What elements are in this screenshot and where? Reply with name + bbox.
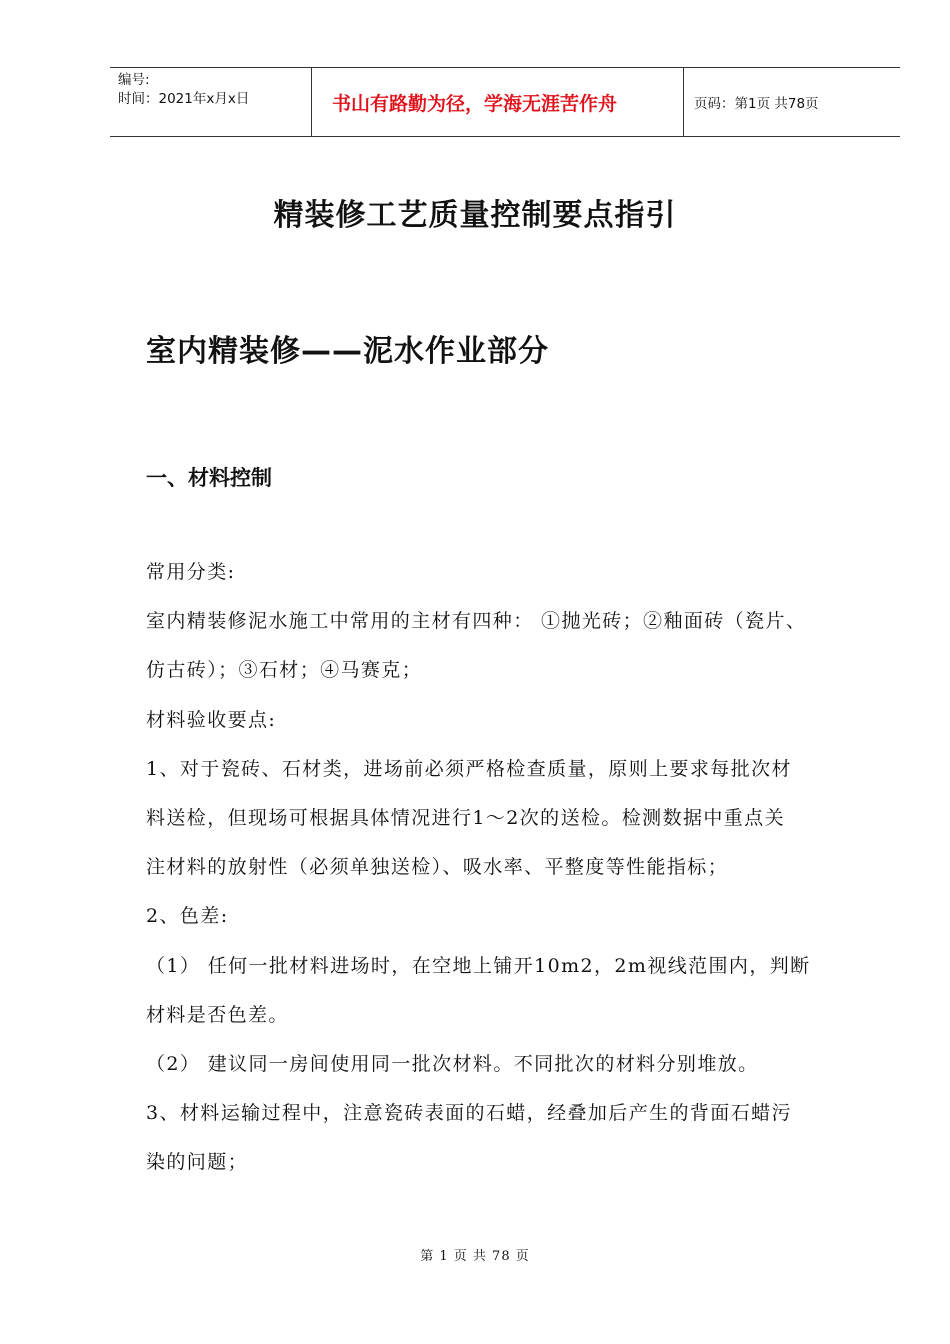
header-page-info: 页码：第1页 共78页 — [694, 96, 819, 112]
header-motto: 书山有路勤为径，学海无涯苦作舟 — [332, 92, 618, 115]
page-header — [110, 67, 900, 137]
sub-heading: 一、材料控制 — [146, 466, 272, 490]
body-line: 室内精装修泥水施工中常用的主材有四种： ①抛光砖；②釉面砖（瓷片、 — [146, 610, 807, 633]
body-line: 材料是否色差。 — [146, 1003, 289, 1026]
body-line: （2） 建议同一房间使用同一批次材料。不同批次的材料分别堆放。 — [146, 1052, 759, 1075]
body-line: 3、材料运输过程中，注意瓷砖表面的石蜡，经叠加后产生的背面石蜡污 — [146, 1102, 792, 1125]
body-line: 注材料的放射性（必须单独送检）、吸水率、平整度等性能指标； — [146, 856, 729, 879]
header-page-cell — [684, 68, 900, 136]
body-line: （1） 任何一批材料进场时，在空地上铺开10m2，2m视线范围内，判断 — [146, 954, 811, 977]
page-footer: 第 1 页 共 78 页 — [420, 1249, 530, 1264]
header-number-label: 编号: — [118, 72, 150, 88]
body-line: 1、对于瓷砖、石材类，进场前必须严格检查质量，原则上要求每批次材 — [146, 757, 792, 780]
body-line: 材料验收要点: — [146, 708, 277, 731]
body-text — [146, 548, 886, 1187]
header-time-label: 时间：2021年x月x日 — [118, 91, 250, 107]
header-meta-cell — [110, 68, 312, 136]
body-line: 2、色差: — [146, 905, 229, 928]
body-line: 仿古砖）；③石材；④马赛克； — [146, 659, 423, 682]
document-title: 精装修工艺质量控制要点指引 — [273, 198, 677, 233]
header-motto-cell — [312, 68, 684, 136]
section-title: 室内精装修——泥水作业部分 — [146, 334, 549, 369]
body-line: 料送检，但现场可根据具体情况进行1～2次的送检。检测数据中重点关 — [146, 806, 785, 829]
body-line: 常用分类: — [146, 561, 236, 583]
body-line: 染的问题； — [146, 1151, 249, 1174]
